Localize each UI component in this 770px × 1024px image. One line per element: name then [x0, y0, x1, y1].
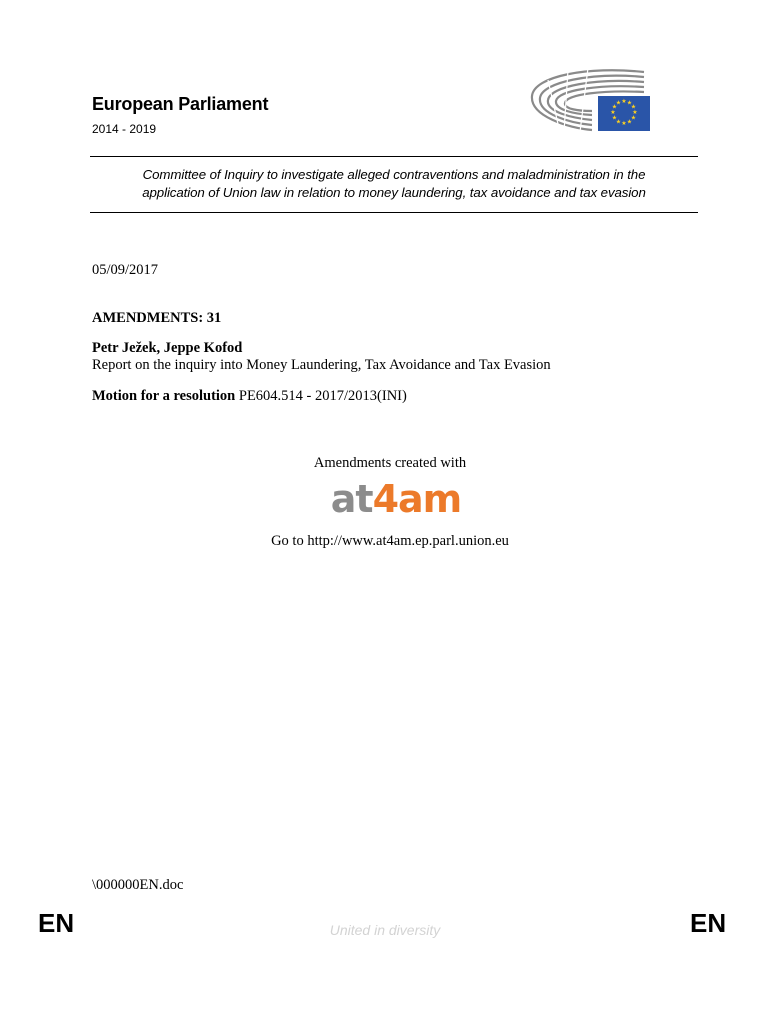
amendments-created-text: Amendments created with — [313, 455, 467, 471]
svg-text:★: ★ — [621, 98, 627, 105]
svg-text:★: ★ — [621, 120, 627, 127]
at4am-logo-text: at4am — [330, 478, 462, 520]
at4am-logo — [320, 478, 472, 520]
committee-name — [90, 166, 698, 202]
document-filename: \000000EN.doc — [92, 877, 184, 893]
report-title: Report on the inquiry into Money Laundering, Tax Avoidance and Tax Evasion — [92, 357, 551, 373]
committee-line-1: Committee of Inquiry to investigate alleged contraventions and maladministration in the — [142, 167, 646, 182]
page-title: European Parliament — [92, 94, 269, 114]
authors: Petr Ježek, Jeppe Kofod — [92, 340, 243, 356]
svg-text:★: ★ — [626, 99, 633, 107]
svg-text:★: ★ — [632, 109, 638, 116]
svg-text:★: ★ — [615, 99, 622, 107]
committee-line-2: application of Union law in relation to money laundering, tax avoidance and tax evasion — [142, 185, 646, 200]
svg-text:★: ★ — [630, 114, 637, 122]
at4am-link[interactable]: Go to http://www.at4am.ep.parl.union.eu — [271, 533, 509, 549]
language-code-right: EN — [690, 908, 727, 938]
svg-text:★: ★ — [611, 114, 618, 122]
svg-text:★: ★ — [630, 103, 637, 111]
motion-reference — [92, 388, 407, 405]
svg-text:★: ★ — [615, 118, 622, 126]
svg-text:★: ★ — [626, 118, 633, 126]
svg-text:★: ★ — [610, 109, 616, 116]
svg-text:★: ★ — [611, 103, 618, 111]
motion-label: Motion for a resolution — [92, 388, 236, 404]
language-code-left: EN — [38, 908, 75, 938]
document-date: 05/09/2017 — [92, 262, 159, 278]
header-divider-top — [90, 156, 698, 157]
eu-motto: United in diversity — [329, 922, 441, 938]
header-divider-bottom — [90, 212, 698, 213]
european-parliament-logo — [528, 66, 654, 134]
amendments-count: AMENDMENTS: 31 — [92, 310, 222, 326]
legislature-years: 2014 - 2019 — [92, 122, 157, 136]
motion-ref: PE604.514 - 2017/2013(INI) — [235, 388, 407, 404]
